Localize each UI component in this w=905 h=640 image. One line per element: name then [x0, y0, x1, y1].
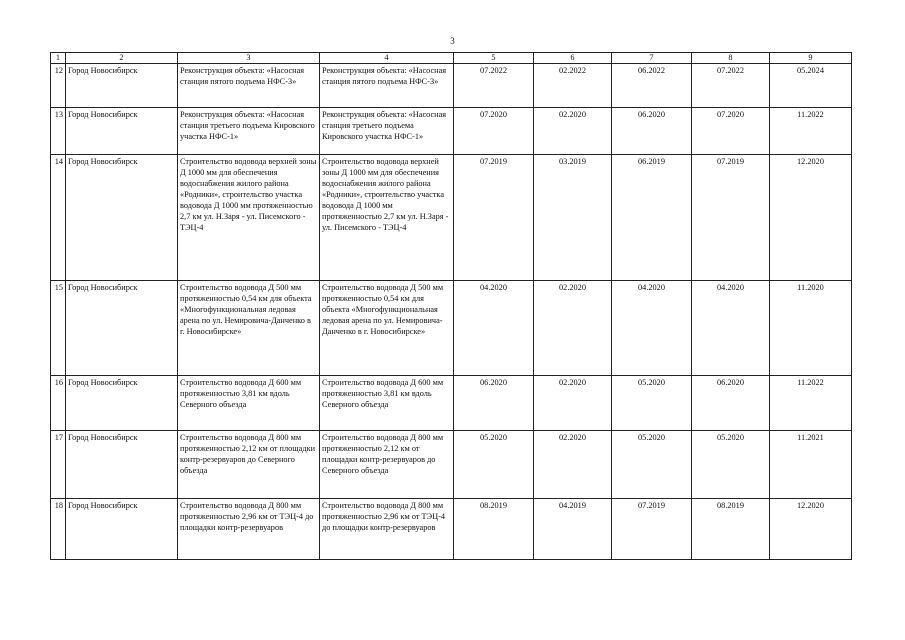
header-row — [51, 53, 852, 64]
date-cell: 08.2019 — [692, 499, 770, 560]
object-name-cell: Строительство водовода Д 500 мм протяженностью 0,54 км для объекта «Многофункциональная ледовая арена по ул. Немировича-Данченко в г. Новосибирске» — [320, 281, 454, 376]
date-cell: 06.2022 — [612, 64, 692, 108]
object-name-cell: Строительство водовода Д 600 мм протяженностью 3,81 км вдоль Северного объезда — [178, 376, 320, 431]
date-cell: 05.2024 — [770, 64, 852, 108]
date-cell: 06.2019 — [612, 155, 692, 281]
date-cell: 07.2019 — [612, 499, 692, 560]
city-cell: Город Новосибирск — [66, 64, 178, 108]
date-cell: 06.2020 — [692, 376, 770, 431]
object-name-cell: Строительство водовода Д 800 мм протяженностью 2,12 км от площадки контр-резервуаров до Северного объезда — [320, 431, 454, 499]
date-cell: 05.2020 — [454, 431, 534, 499]
city-cell: Город Новосибирск — [66, 499, 178, 560]
date-cell: 04.2020 — [612, 281, 692, 376]
column-header: 5 — [454, 53, 534, 64]
row-number: 14 — [51, 155, 66, 281]
row-number: 17 — [51, 431, 66, 499]
date-cell: 04.2020 — [454, 281, 534, 376]
date-cell: 11.2022 — [770, 376, 852, 431]
date-cell: 06.2020 — [612, 108, 692, 155]
city-cell: Город Новосибирск — [66, 376, 178, 431]
date-cell: 02.2020 — [534, 376, 612, 431]
date-cell: 11.2021 — [770, 431, 852, 499]
date-cell: 05.2020 — [692, 431, 770, 499]
column-header: 7 — [612, 53, 692, 64]
object-name-cell: Строительство водовода Д 800 мм протяженностью 2,12 км от площадки контр-резервуаров до Северного объезда — [178, 431, 320, 499]
city-cell: Город Новосибирск — [66, 281, 178, 376]
object-name-cell: Реконструкция объекта: «Насосная станция третьего подъема Кировского участка НФС-1» — [178, 108, 320, 155]
object-name-cell: Строительство водовода верхней зоны Д 1000 мм для обеспечения водоснабжения жилого района «Родники», строительство участка водовода Д 1000 мм протяженностью 2,7 км ул. Н.Заря - ул. Писемского - ТЭЦ-4 — [178, 155, 320, 281]
date-cell: 04.2020 — [692, 281, 770, 376]
column-header: 2 — [66, 53, 178, 64]
object-name-cell: Реконструкция объекта: «Насосная станция третьего подъема Кировского участка НФС-1» — [320, 108, 454, 155]
schedule-table — [50, 52, 852, 560]
date-cell: 07.2019 — [692, 155, 770, 281]
date-cell: 02.2020 — [534, 431, 612, 499]
date-cell: 02.2022 — [534, 64, 612, 108]
object-name-cell: Реконструкция объекта: «Насосная станция пятого подъема НФС-3» — [320, 64, 454, 108]
table-row — [51, 108, 852, 155]
date-cell: 06.2020 — [454, 376, 534, 431]
date-cell: 02.2020 — [534, 108, 612, 155]
date-cell: 07.2022 — [454, 64, 534, 108]
city-cell: Город Новосибирск — [66, 108, 178, 155]
table-row — [51, 431, 852, 499]
date-cell: 07.2020 — [692, 108, 770, 155]
date-cell: 11.2020 — [770, 281, 852, 376]
table-row — [51, 155, 852, 281]
date-cell: 04.2019 — [534, 499, 612, 560]
object-name-cell: Реконструкция объекта: «Насосная станция пятого подъема НФС-3» — [178, 64, 320, 108]
date-cell: 12.2020 — [770, 499, 852, 560]
row-number: 13 — [51, 108, 66, 155]
date-cell: 07.2019 — [454, 155, 534, 281]
row-number: 15 — [51, 281, 66, 376]
city-cell: Город Новосибирск — [66, 155, 178, 281]
row-number: 12 — [51, 64, 66, 108]
column-header: 6 — [534, 53, 612, 64]
object-name-cell: Строительство водовода Д 800 мм протяженностью 2,96 км от ТЭЦ-4 до площадки контр-резервуаров — [320, 499, 454, 560]
object-name-cell: Строительство водовода верхней зоны Д 1000 мм для обеспечения водоснабжения жилого района «Родники», строительство участка водовода Д 1000 мм протяженностью 2,7 км ул. Н.Заря - ул. Писемского - ТЭЦ-4 — [320, 155, 454, 281]
date-cell: 03.2019 — [534, 155, 612, 281]
date-cell: 05.2020 — [612, 376, 692, 431]
row-number: 16 — [51, 376, 66, 431]
date-cell: 05.2020 — [612, 431, 692, 499]
column-header: 8 — [692, 53, 770, 64]
page-number: 3 — [450, 36, 455, 46]
table-row — [51, 499, 852, 560]
table-row — [51, 281, 852, 376]
table-row — [51, 64, 852, 108]
table-row — [51, 376, 852, 431]
date-cell: 08.2019 — [454, 499, 534, 560]
column-header: 4 — [320, 53, 454, 64]
object-name-cell: Строительство водовода Д 800 мм протяженностью 2,96 км от ТЭЦ-4 до площадки контр-резервуаров — [178, 499, 320, 560]
city-cell: Город Новосибирск — [66, 431, 178, 499]
date-cell: 11.2022 — [770, 108, 852, 155]
column-header: 1 — [51, 53, 66, 64]
object-name-cell: Строительство водовода Д 600 мм протяженностью 3,81 км вдоль Северного объезда — [320, 376, 454, 431]
date-cell: 02.2020 — [534, 281, 612, 376]
date-cell: 07.2022 — [692, 64, 770, 108]
column-header: 9 — [770, 53, 852, 64]
row-number: 18 — [51, 499, 66, 560]
date-cell: 07.2020 — [454, 108, 534, 155]
column-header: 3 — [178, 53, 320, 64]
object-name-cell: Строительство водовода Д 500 мм протяженностью 0,54 км для объекта «Многофункциональная ледовая арена по ул. Немировича-Данченко в г. Новосибирске» — [178, 281, 320, 376]
date-cell: 12.2020 — [770, 155, 852, 281]
